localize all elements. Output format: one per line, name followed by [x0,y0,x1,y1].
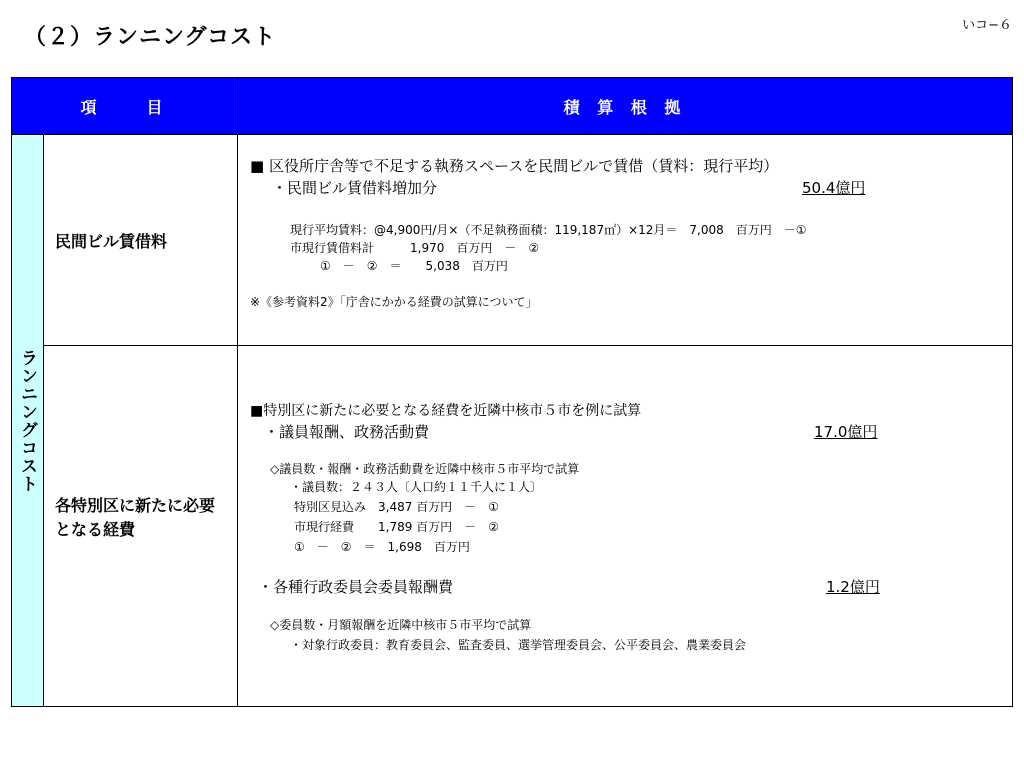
basis-line: 現行平均賃料：@4,900円/月×（不足執務面積：119,187㎡）×12月＝ 7,008 百万円 －① [290,223,807,237]
page-title: （２）ランニングコスト [24,25,277,50]
basis-line: ・議員数：２４３人〔人口約１１千人に１人〕 [290,480,543,494]
side-category-label: ランニングコスト [17,348,37,493]
reference-note: ※《参考資料2》「庁舎にかかる経費の試算について」 [250,295,538,309]
page-number: いコ−６ [962,18,1012,33]
row-label: 民間ビル賃借料 [55,231,168,251]
side-category-cell [12,134,44,706]
column-header-item: 項 目 [12,78,238,134]
basis-line: ◇委員数・月額報酬を近隣中核市５市平均で試算 [270,618,532,632]
basis-line: ◇議員数・報酬・政務活動費を近隣中核市５市平均で試算 [270,462,580,476]
basis-line: ■ 区役所庁舎等で不足する執務スペースを民間ビルで賃借（賃料：現行平均） [250,157,779,175]
basis-line: 市現行経費 1,789 百万円 － ② [294,520,499,534]
basis-line: ・民間ビル賃借料増加分 [272,179,438,197]
row-label-cell [44,345,238,706]
basis-line: ・議員報酬、政務活動費 [264,423,430,441]
row-basis-cell [238,134,1012,345]
row-basis-cell [238,345,1012,706]
basis-line: ・各種行政委員会委員報酬費 [258,578,454,596]
basis-line: 特別区見込み 3,487 百万円 － ① [294,500,499,514]
amount-value: 50.4億円 [802,179,866,197]
amount-value: 1.2億円 [826,578,880,596]
basis-line: ① － ② ＝ 5,038 百万円 [320,259,508,273]
basis-line: ① － ② ＝ 1,698 百万円 [294,540,470,554]
column-header-basis: 積 算 根 拠 [238,78,1012,134]
basis-line: ■特別区に新たに必要となる経費を近隣中核市５市を例に試算 [250,403,642,419]
running-cost-table [11,77,1013,707]
basis-line: 市現行賃借料計 1,970 百万円 － ② [290,241,540,255]
basis-line: ・対象行政委員：教育委員会、監査委員、選挙管理委員会、公平委員会、農業委員会 [290,638,747,652]
row-label-cell [44,134,238,345]
row-label: 各特別区に新たに必要となる経費 [55,496,216,539]
amount-value: 17.0億円 [814,423,878,441]
